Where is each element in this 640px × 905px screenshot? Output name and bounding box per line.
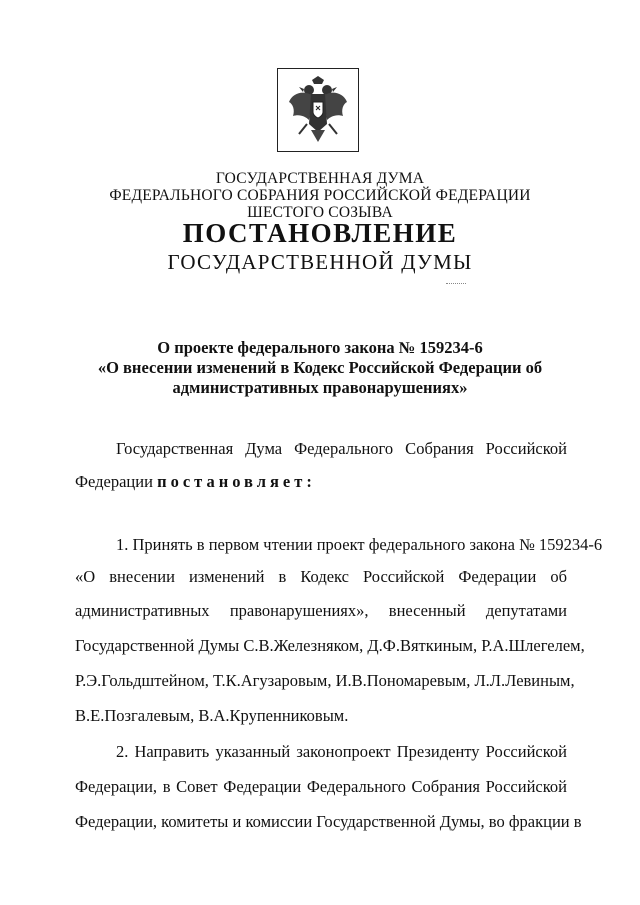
paragraph-2-line-2: Федерации, в Совет Федерации Федерального Собрания Российской (75, 777, 567, 796)
header-line-3: ШЕСТОГО СОЗЫВА (247, 204, 393, 221)
paragraph-2-line-3: Федерации, комитеты и комиссии Государственной Думы, во фракции в (75, 812, 582, 831)
header-line-2: ФЕДЕРАЛЬНОГО СОБРАНИЯ РОССИЙСКОЙ ФЕДЕРАЦИИ (109, 187, 531, 204)
resolution-verb: постановляет: (157, 472, 316, 491)
subject-line-2: «О внесении изменений в Кодекс Российской Федерации об (97, 358, 543, 377)
document-subtitle: ГОСУДАРСТВЕННОЙ ДУМЫ (167, 250, 473, 274)
paragraph-1-line-3: административных правонарушениях», внесенный депутатами (75, 601, 567, 620)
subject-line-1: О проекте федерального закона № 159234-6 (157, 338, 483, 357)
subject-line-3: административных правонарушениях» (172, 378, 468, 397)
paragraph-1-line-2: «О внесении изменений в Кодекс Российской Федерации об (75, 567, 567, 586)
paragraph-1-line-4: Государственной Думы С.В.Железняком, Д.Ф.Вяткиным, Р.А.Шлегелем, (75, 636, 585, 655)
scan-mark (446, 283, 466, 286)
paragraph-1-line-1: 1. Принять в первом чтении проект федерального закона № 159234-6 (116, 535, 603, 554)
header-line-1: ГОСУДАРСТВЕННАЯ ДУМА (215, 170, 425, 187)
paragraph-1-line-5: Р.Э.Гольдштейном, Т.К.Агузаровым, И.В.Пономаревым, Л.Л.Левиным, (75, 671, 575, 690)
double-headed-eagle-icon (285, 74, 351, 146)
document-title: ПОСТАНОВЛЕНИЕ (182, 218, 458, 248)
paragraph-2-line-1: 2. Направить указанный законопроект Президенту Российской (116, 742, 567, 761)
intro-prefix: Федерации (75, 472, 158, 491)
paragraph-1-line-6: В.Е.Позгалевым, В.А.Крупенниковым. (75, 706, 349, 725)
intro-line-1: Государственная Дума Федерального Собрания Российской (116, 439, 567, 458)
coat-of-arms-emblem (277, 68, 359, 152)
intro-line-2 (75, 472, 316, 492)
